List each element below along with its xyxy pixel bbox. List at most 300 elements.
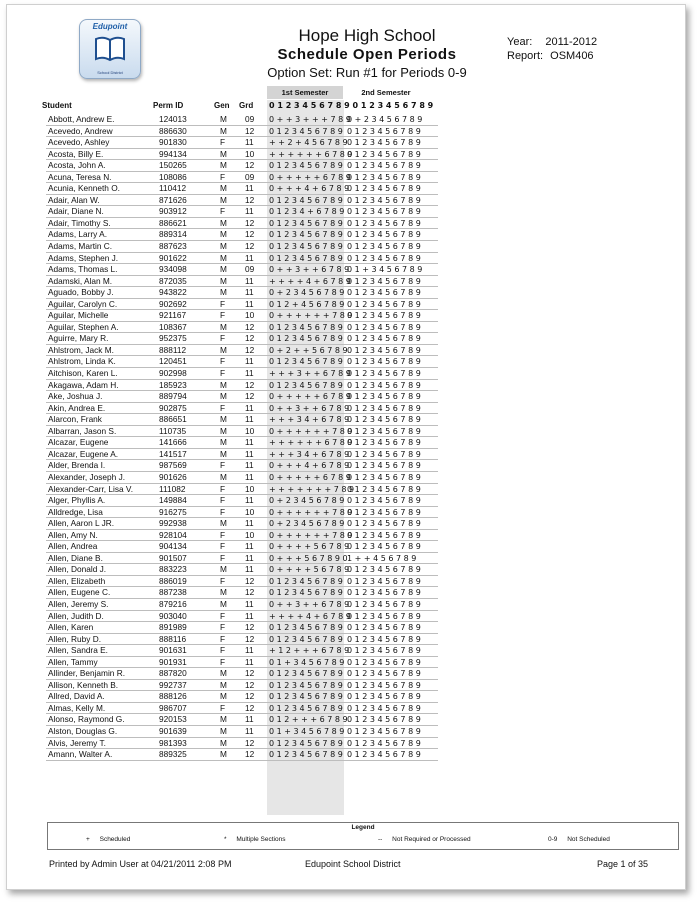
perm-id: 888116 <box>159 633 187 644</box>
table-row <box>48 149 678 161</box>
perm-id: 903040 <box>159 610 187 621</box>
perm-id: 901639 <box>159 725 187 736</box>
logo-name: Edupoint <box>92 22 128 31</box>
perm-id: 889314 <box>159 229 187 240</box>
semester-1-periods: + + 2 + 4 5 6 7 8 9 <box>269 138 348 148</box>
grade: 12 <box>245 679 255 690</box>
grade: 11 <box>245 656 254 667</box>
grade: 12 <box>245 622 255 633</box>
grade: 11 <box>245 368 254 379</box>
perm-id: 879216 <box>159 598 187 609</box>
table-row <box>48 345 678 357</box>
perm-id: 986707 <box>159 702 187 713</box>
student-name: Akagawa, Adam H. <box>48 379 119 390</box>
semester-1-periods: 0 + + + 5 6 7 8 9 0 <box>269 553 348 563</box>
perm-id: 886651 <box>159 414 187 425</box>
perm-id: 108086 <box>159 171 187 182</box>
semester-2-periods: 0 1 2 3 4 5 6 7 8 9 <box>347 161 421 171</box>
semester-2-periods: 0 1 2 3 4 5 6 7 8 9 <box>347 311 421 321</box>
semester-1-periods: + + + + + + + 7 8 9 <box>269 484 355 494</box>
semester-2-periods: 0 1 2 3 4 5 6 7 8 9 <box>347 195 421 205</box>
report-value: OSM406 <box>550 50 594 62</box>
semester-1-periods: 0 1 2 3 4 5 6 7 8 9 <box>269 380 343 390</box>
table-row <box>48 668 678 680</box>
grade: 11 <box>245 356 254 367</box>
grade: 11 <box>245 518 254 529</box>
perm-id: 141666 <box>159 437 187 448</box>
legend-not-scheduled <box>548 836 610 843</box>
table-row <box>48 241 678 253</box>
grade: 11 <box>245 275 254 286</box>
semester-2-periods: 0 1 2 3 4 5 6 7 8 9 <box>347 449 421 459</box>
legend-label: Not Scheduled <box>567 836 610 843</box>
gen-column-header: Gen <box>214 101 230 110</box>
table-row <box>48 691 678 703</box>
semester-2-periods: 0 1 2 3 4 5 6 7 8 9 <box>347 392 421 402</box>
table-row <box>48 137 678 149</box>
student-name: Ahlstrom, Linda K. <box>48 356 116 367</box>
semester-1-periods: + + + 3 + + 6 7 8 9 <box>269 369 351 379</box>
gender: M <box>220 391 227 402</box>
perm-id: 889325 <box>159 749 187 760</box>
perm-id: 886630 <box>159 125 187 136</box>
gender: F <box>220 483 226 494</box>
semester-1-periods: 0 1 2 3 4 5 6 7 8 9 <box>269 634 343 644</box>
semester-2-periods: 0 1 2 3 4 5 6 7 8 9 <box>347 576 421 586</box>
gender: F <box>220 298 226 309</box>
semester-2-periods: 0 1 2 3 4 5 6 7 8 9 <box>347 507 421 517</box>
legend-label: Scheduled <box>99 836 131 843</box>
gender: M <box>220 379 227 390</box>
grade: 11 <box>245 460 254 471</box>
semester-1-periods: 0 + + + + + + 7 8 9 <box>269 426 353 436</box>
semester-2-periods: 1 + + 4 5 6 7 8 9 <box>347 553 417 563</box>
semester-2-periods: 0 1 2 3 4 5 6 7 8 9 <box>347 207 421 217</box>
report-label: Report: <box>507 50 544 62</box>
gender: F <box>220 622 226 633</box>
student-name: Allen, Ruby D. <box>48 633 102 644</box>
grade: 11 <box>245 414 254 425</box>
gender: F <box>220 333 226 344</box>
semester-1-periods: + + + + + + 6 7 8 9 <box>269 438 353 448</box>
semester-1-periods: 0 + + 3 + + 6 7 8 9 <box>269 403 350 413</box>
perm-id: 994134 <box>159 148 187 159</box>
semester-2-periods: 0 1 2 3 4 5 6 7 8 9 <box>347 669 421 679</box>
gender: M <box>220 321 227 332</box>
perm-id: 185923 <box>159 379 187 390</box>
gender: M <box>220 241 227 252</box>
perm-id: 891989 <box>159 622 187 633</box>
table-row <box>48 622 678 634</box>
table-row <box>48 414 678 426</box>
semester-1-periods: 0 + + + + 5 6 7 8 9 <box>269 542 350 552</box>
semester-2-periods: 0 1 2 3 4 5 6 7 8 9 <box>347 253 421 263</box>
semester-1-periods: 0 + 2 3 4 5 6 7 8 9 <box>269 496 345 506</box>
semester-1-periods: 0 + + + 4 + 6 7 8 9 <box>269 461 350 471</box>
student-name: Aguirre, Mary R. <box>48 333 109 344</box>
grade: 12 <box>245 575 255 586</box>
student-name: Allen, Diane B. <box>48 552 103 563</box>
grade: 12 <box>245 737 255 748</box>
grade: 11 <box>245 610 254 621</box>
semester-1-periods: 0 1 2 3 4 5 6 7 8 9 <box>269 703 343 713</box>
table-row <box>48 218 678 230</box>
semester-2-periods: 0 + 2 3 4 5 6 7 8 9 <box>347 115 423 124</box>
grade: 11 <box>245 287 254 298</box>
gender: M <box>220 448 227 459</box>
semester-2-periods: 0 1 2 3 4 5 6 7 8 9 <box>347 472 421 482</box>
table-row <box>48 322 678 334</box>
table-row <box>48 310 678 322</box>
student-name: Ahlstrom, Jack M. <box>48 344 114 355</box>
semester-2-periods: 0 1 2 3 4 5 6 7 8 9 <box>347 288 421 298</box>
table-row <box>48 380 678 392</box>
gender: F <box>220 206 226 217</box>
table-row <box>48 657 678 669</box>
table-row <box>48 611 678 623</box>
year-value: 2011-2012 <box>545 36 598 48</box>
school-name: Hope High School <box>298 26 436 45</box>
gender: M <box>220 437 227 448</box>
legend <box>47 822 679 850</box>
table-row <box>48 449 678 461</box>
semester-1-periods: 0 1 2 3 4 5 6 7 8 9 <box>269 195 343 205</box>
student-name: Allen, Donald J. <box>48 564 107 575</box>
perm-id: 920153 <box>159 714 187 725</box>
grade: 09 <box>245 264 255 275</box>
student-name: Alexander-Carr, Lisa V. <box>48 483 134 494</box>
perm-id: 141517 <box>159 448 187 459</box>
semester-2-periods: 0 1 2 3 4 5 6 7 8 9 <box>347 611 421 621</box>
table-row <box>48 114 678 126</box>
legend-multiple-sections <box>224 836 285 843</box>
semester-1-periods: 0 1 2 3 4 5 6 7 8 9 <box>269 750 343 760</box>
table-row <box>48 299 678 311</box>
legend-not-required <box>378 836 471 843</box>
grade: 12 <box>245 391 255 402</box>
student-name: Acuna, Teresa N. <box>48 171 112 182</box>
grade: 09 <box>245 114 255 124</box>
semester-1-periods: 0 + + 3 + + + 7 8 9 <box>269 115 351 124</box>
table-row <box>48 391 678 403</box>
gender: M <box>220 183 227 194</box>
semester-1-periods: 0 + + + + + + 7 8 9 <box>269 311 353 321</box>
grade: 10 <box>245 148 255 159</box>
gender: M <box>220 114 227 124</box>
perm-id: 888126 <box>159 691 187 702</box>
grade: 12 <box>245 194 255 205</box>
perm-id: 952375 <box>159 333 187 344</box>
table-row <box>48 276 678 288</box>
gender: M <box>220 668 227 679</box>
student-name: Acevedo, Ashley <box>48 137 110 148</box>
student-name: Aguado, Bobby J. <box>48 287 114 298</box>
gender: M <box>220 217 227 228</box>
gender: M <box>220 194 227 205</box>
report-title: Schedule Open Periods <box>277 46 457 63</box>
semester-2-periods: 0 1 2 3 4 5 6 7 8 9 <box>347 230 421 240</box>
grade: 12 <box>245 633 255 644</box>
student-name: Allen, Amy N. <box>48 529 98 540</box>
student-name: Allen, Elizabeth <box>48 575 106 586</box>
grade: 12 <box>245 125 255 136</box>
student-name: Allison, Kenneth B. <box>48 679 119 690</box>
gender: M <box>220 471 227 482</box>
semester-2-periods: 0 1 2 3 4 5 6 7 8 9 <box>347 542 421 552</box>
table-row <box>48 460 678 472</box>
student-name: Allred, David A. <box>48 691 105 702</box>
table-row <box>48 564 678 576</box>
table-row <box>48 183 678 195</box>
table-row <box>48 518 678 530</box>
semester-2-periods: 0 1 2 3 4 5 6 7 8 9 <box>347 496 421 506</box>
semester-2-periods: 0 1 2 3 4 5 6 7 8 9 <box>347 703 421 713</box>
legend-symbol: + <box>86 836 90 843</box>
perm-id: 992938 <box>159 518 187 529</box>
perm-id: 901507 <box>159 552 187 563</box>
semester-2-periods: 0 1 2 3 4 5 6 7 8 9 <box>347 692 421 702</box>
perm-id: 928104 <box>159 529 187 540</box>
semester-1-periods: 0 1 2 3 4 5 6 7 8 9 <box>269 322 343 332</box>
student-name: Aguilar, Stephen A. <box>48 321 119 332</box>
table-row <box>48 426 678 438</box>
semester-2-periods: 0 1 2 3 4 5 6 7 8 9 <box>347 634 421 644</box>
semester-2-periods: 0 1 2 3 4 5 6 7 8 9 <box>347 657 421 667</box>
semester-1-periods: 0 1 2 3 4 5 6 7 8 9 <box>269 126 343 136</box>
student-name: Albarran, Jason S. <box>48 425 117 436</box>
logo-subtitle: School District <box>97 70 123 75</box>
grade: 12 <box>245 691 255 702</box>
table-row <box>48 160 678 172</box>
semester-1-periods: 0 1 2 3 4 5 6 7 8 9 <box>269 334 343 344</box>
student-name: Alston, Douglas G. <box>48 725 118 736</box>
semester-2-periods: 0 1 2 3 4 5 6 7 8 9 <box>347 357 421 367</box>
perm-id: 886019 <box>159 575 187 586</box>
grade: 11 <box>245 437 254 448</box>
semester-1-periods: + + + 3 4 + 6 7 8 9 <box>269 415 350 425</box>
student-name: Adair, Timothy S. <box>48 217 111 228</box>
semester-2-periods: 0 1 2 3 4 5 6 7 8 9 <box>347 484 421 494</box>
grade: 12 <box>245 160 255 171</box>
semester-2-periods: 0 1 2 3 4 5 6 7 8 9 <box>347 530 421 540</box>
semester-1-periods: 0 1 2 3 4 5 6 7 8 9 <box>269 576 343 586</box>
perm-id: 886621 <box>159 217 187 228</box>
gender: F <box>220 460 226 471</box>
perm-id: 111082 <box>159 483 186 494</box>
table-row <box>48 229 678 241</box>
student-name: Acevedo, Andrew <box>48 125 113 136</box>
table-row <box>48 507 678 519</box>
student-name: Allen, Jeremy S. <box>48 598 109 609</box>
student-name: Adair, Diane N. <box>48 206 104 217</box>
semester-2-periods: 0 1 2 3 4 5 6 7 8 9 <box>347 438 421 448</box>
perm-id: 110735 <box>159 425 187 436</box>
semester-2-periods: 0 1 2 3 4 5 6 7 8 9 <box>347 380 421 390</box>
grade: 11 <box>245 598 254 609</box>
legend-symbol: 0-9 <box>548 836 558 843</box>
perm-id: 108367 <box>159 321 187 332</box>
gender: F <box>220 356 226 367</box>
student-name: Adams, Larry A. <box>48 229 108 240</box>
student-table <box>48 114 678 761</box>
semester-2-periods: 0 1 2 3 4 5 6 7 8 9 <box>347 715 421 725</box>
semester-2-periods: 0 1 2 3 4 5 6 7 8 9 <box>347 726 421 736</box>
grade: 10 <box>245 506 255 517</box>
semester-1-periods: 0 1 2 3 4 5 6 7 8 9 <box>269 669 343 679</box>
perm-id: 987569 <box>159 460 187 471</box>
period-numbers-header: 0 1 2 3 4 5 6 7 8 9 0 1 2 3 4 5 6 7 8 9 <box>269 101 434 110</box>
table-row <box>48 126 678 138</box>
semester-1-periods: 0 1 2 3 4 5 6 7 8 9 <box>269 242 343 252</box>
semester-2-periods: 0 1 2 3 4 5 6 7 8 9 <box>347 588 421 598</box>
grade: 11 <box>245 206 254 217</box>
student-name: Alarcon, Frank <box>48 414 102 425</box>
gender: F <box>220 552 226 563</box>
gender: M <box>220 125 227 136</box>
student-name: Acunia, Kenneth O. <box>48 183 120 194</box>
semester-1-periods: 0 1 2 + 4 5 6 7 8 9 <box>269 299 345 309</box>
year-label: Year: <box>507 36 533 48</box>
student-name: Allen, Tammy <box>48 656 98 667</box>
perm-id: 120451 <box>159 356 187 367</box>
table-row <box>48 738 678 750</box>
table-row <box>48 680 678 692</box>
legend-label: Multiple Sections <box>236 836 286 843</box>
gender: M <box>220 518 227 529</box>
student-name: Aitchison, Karen L. <box>48 368 118 379</box>
semester-2-periods: 0 1 2 3 4 5 6 7 8 9 <box>347 403 421 413</box>
student-name: Alldredge, Lisa <box>48 506 103 517</box>
student-name: Alvis, Jeremy T. <box>48 737 106 748</box>
table-row <box>48 368 678 380</box>
gender: M <box>220 229 227 240</box>
semester-1-periods: 0 1 2 3 4 5 6 7 8 9 <box>269 623 343 633</box>
report-page <box>6 4 686 890</box>
semester-2-periods: 0 1 2 3 4 5 6 7 8 9 <box>347 345 421 355</box>
gender: M <box>220 691 227 702</box>
semester-2-periods: 0 1 2 3 4 5 6 7 8 9 <box>347 738 421 748</box>
grade: 12 <box>245 217 255 228</box>
grade: 09 <box>245 171 255 182</box>
table-row <box>48 206 678 218</box>
semester-1-periods: 0 1 2 3 4 5 6 7 8 9 <box>269 218 343 228</box>
semester-2-periods: 0 1 2 3 4 5 6 7 8 9 <box>347 599 421 609</box>
student-name: Alder, Brenda I. <box>48 460 106 471</box>
student-name: Allen, Judith D. <box>48 610 104 621</box>
student-name: Adams, Thomas L. <box>48 264 118 275</box>
gender: M <box>220 344 227 355</box>
legend-symbol: -- <box>378 836 383 843</box>
student-name: Acosta, John A. <box>48 160 106 171</box>
student-name: Amann, Walter A. <box>48 749 113 760</box>
perm-id: 902875 <box>159 402 187 413</box>
grade: 11 <box>245 252 254 263</box>
grade: 11 <box>245 552 254 563</box>
year-line <box>507 36 597 48</box>
perm-id: 943822 <box>159 287 187 298</box>
table-row <box>48 634 678 646</box>
perm-id: 903912 <box>159 206 187 217</box>
student-name: Abbott, Andrew E. <box>48 114 115 124</box>
gender: M <box>220 679 227 690</box>
semester-1-periods: 0 + + 3 + + 6 7 8 9 <box>269 265 350 275</box>
table-row <box>48 714 678 726</box>
gender: F <box>220 495 226 506</box>
semester-1-periods: 0 + + 3 + + 6 7 8 9 <box>269 599 350 609</box>
semester-2-periods: 0 1 2 3 4 5 6 7 8 9 <box>347 218 421 228</box>
table-row <box>48 264 678 276</box>
gender: M <box>220 598 227 609</box>
student-name: Alexander, Joseph J. <box>48 471 126 482</box>
semester-2-periods: 0 1 2 3 4 5 6 7 8 9 <box>347 172 421 182</box>
semester-1-periods: 0 1 2 3 4 5 6 7 8 9 <box>269 680 343 690</box>
table-row <box>48 495 678 507</box>
perm-id: 902998 <box>159 368 187 379</box>
gender: F <box>220 702 226 713</box>
gender: M <box>220 252 227 263</box>
report-line <box>507 50 594 62</box>
semester-2-periods: 0 1 2 3 4 5 6 7 8 9 <box>347 242 421 252</box>
table-row <box>48 287 678 299</box>
gender: F <box>220 171 226 182</box>
student-name: Allen, Sandra E. <box>48 645 108 656</box>
semester-1-periods: 0 + 2 + + 5 6 7 8 9 <box>269 345 348 355</box>
student-name: Adams, Martin C. <box>48 241 113 252</box>
semester-1-periods: 0 + 2 3 4 5 6 7 8 9 <box>269 519 345 529</box>
perm-id: 901631 <box>159 645 187 656</box>
option-set: Option Set: Run #1 for Periods 0-9 <box>267 65 467 80</box>
grade: 11 <box>245 564 254 575</box>
gender: F <box>220 656 226 667</box>
table-row <box>48 253 678 265</box>
student-name: Allen, Karen <box>48 622 94 633</box>
student-name: Allen, Aaron L JR. <box>48 518 115 529</box>
gender: F <box>220 137 226 148</box>
table-row <box>48 403 678 415</box>
table-row <box>48 749 678 761</box>
table-row <box>48 576 678 588</box>
row-divider <box>46 760 438 761</box>
grade: 11 <box>245 298 254 309</box>
student-name: Alonso, Raymond G. <box>48 714 125 725</box>
semester-1-periods: 0 1 + 3 4 5 6 7 8 9 <box>269 726 345 736</box>
grade: 11 <box>245 183 254 194</box>
perm-id: 901830 <box>159 137 187 148</box>
semester-2-periods: 0 1 + 3 4 5 6 7 8 9 <box>347 265 423 275</box>
table-row <box>48 472 678 484</box>
gender: F <box>220 645 226 656</box>
semester-1-periods: 0 + + + + + 6 7 8 9 <box>269 392 351 402</box>
grade: 11 <box>245 541 254 552</box>
gender: F <box>220 610 226 621</box>
grade: 12 <box>245 241 255 252</box>
perm-id: 981393 <box>159 737 187 748</box>
semester-1-periods: 0 + + + + + 6 7 8 9 <box>269 472 351 482</box>
gender: M <box>220 414 227 425</box>
table-row <box>48 553 678 565</box>
semester-1-periods: 0 1 + 3 4 5 6 7 8 9 <box>269 657 345 667</box>
table-row <box>48 726 678 738</box>
gender: M <box>220 737 227 748</box>
student-name: Akin, Andrea E. <box>48 402 106 413</box>
student-name: Allen, Andrea <box>48 541 98 552</box>
perm-id: 887820 <box>159 668 187 679</box>
legend-title: Legend <box>351 824 375 831</box>
gender: M <box>220 425 227 436</box>
table-row <box>48 587 678 599</box>
grade: 11 <box>245 471 254 482</box>
edupoint-logo <box>79 19 141 79</box>
